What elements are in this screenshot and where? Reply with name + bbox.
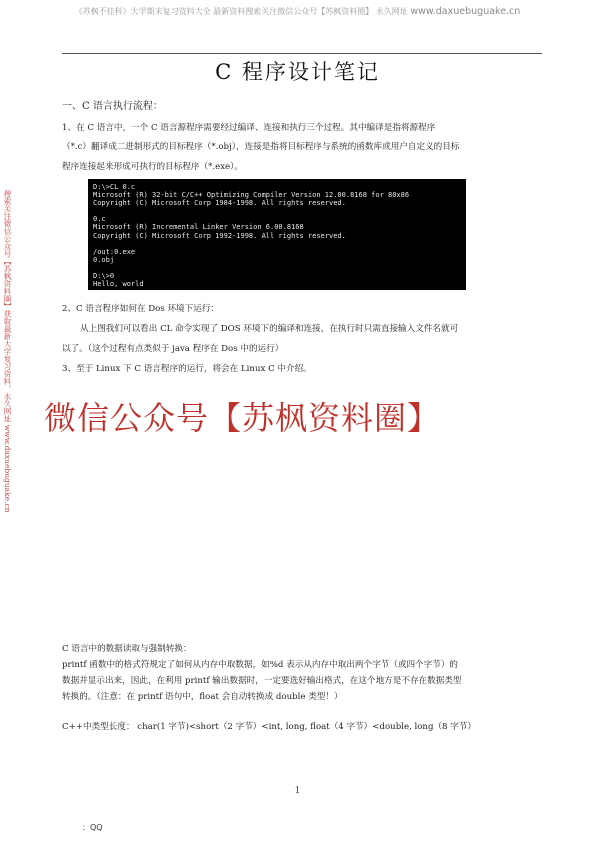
page-title: C 程序设计笔记 bbox=[215, 60, 380, 84]
console-line bbox=[93, 240, 461, 248]
header-text: 《苏枫不挂科》大学期末复习资料大全 最新资料搜索关注微信公众号【苏枫资料圈】 永久网址 bbox=[74, 7, 408, 16]
header-url[interactable]: www.daxuebuguake.cn bbox=[410, 6, 521, 17]
footer-qq: ：QQ bbox=[82, 823, 103, 832]
type-length-line: C++中类型长度： char(1 字节)<short（2 字节）<int, long, float（4 字节）<double, long（8 字节） bbox=[62, 722, 477, 732]
page-header bbox=[0, 6, 595, 17]
console-screenshot bbox=[88, 179, 466, 290]
side-watermark bbox=[0, 190, 14, 630]
console-line bbox=[93, 207, 461, 215]
side-watermark-text: 搜索关注微信公众号【苏枫资料圈】获取最新大学复习资料，永久网址 www.daxuebuguake.cn bbox=[3, 190, 12, 513]
console-line: 0.obj bbox=[93, 255, 115, 264]
paragraph-line: printf 函数中的格式符规定了如何从内存中取数据，如%d 表示从内存中取出两个字节（或四个字节）的 bbox=[62, 660, 459, 670]
wechat-watermark: 微信公众号【苏枫资料圈】 bbox=[44, 399, 441, 437]
step-3-line: 3、至于 Linux 下 C 语言程序的运行，将会在 Linux C 中介绍。 bbox=[62, 364, 312, 374]
console-line: Hello, world bbox=[93, 280, 144, 289]
console-line: D:\>CL 0.c bbox=[93, 183, 136, 191]
paragraph-line: 程序连接起来形成可执行的目标程序（*.exe）。 bbox=[62, 162, 244, 172]
paragraph-line: （*.c）翻译成二进制形式的目标程序（*.obj），连接是指将目标程序与系统的函数库或用户自定义的目标 bbox=[62, 142, 460, 152]
page-number: 1 bbox=[294, 786, 301, 796]
console-line: Microsoft (R) Incremental Linker Version 6.00.8168 bbox=[93, 223, 304, 232]
console-line bbox=[93, 264, 461, 272]
section-heading-2: C 语言中的数据读取与强制转换： bbox=[62, 644, 192, 654]
header-rule bbox=[62, 53, 542, 54]
paragraph-line: 数据并显示出来，因此，在利用 printf 输出数据时，一定要选好输出格式，在这个地方是不存在数据类型 bbox=[62, 676, 462, 686]
paragraph-line: 1、在 C 语言中，一个 C 语言源程序需要经过编译、连接和执行三个过程。其中编译是指将源程序 bbox=[62, 123, 436, 133]
console-line: Microsoft (R) 32-bit C/C++ Optimizing Compiler Version 12.00.8168 for 80x86 bbox=[93, 191, 410, 200]
console-line: Copyright (C) Microsoft Corp 1992-1998. All rights reserved. bbox=[93, 231, 346, 240]
paragraph-line: 转换的。（注意：在 printf 语句中，float 会自动转换成 double 类型！） bbox=[62, 692, 343, 702]
step-2-heading: 2、C 语言程序如何在 Dos 环境下运行： bbox=[62, 304, 220, 314]
section-heading-1: 一、C 语言执行流程： bbox=[62, 101, 163, 112]
console-line: 0.c bbox=[93, 215, 106, 224]
console-line: D:\>0 bbox=[93, 272, 115, 281]
console-line: /out:0.exe bbox=[93, 247, 136, 256]
console-line: Copyright (C) Microsoft Corp 1984-1998. All rights reserved. bbox=[93, 199, 346, 208]
paragraph-line: 以了。（这个过程有点类似于 java 程序在 Dos 中的运行） bbox=[62, 344, 284, 354]
paragraph-line: 从上图我们可以看出 CL 命令实现了 DOS 环境下的编译和连接，在执行时只需直接输入文件名就可 bbox=[80, 324, 459, 334]
